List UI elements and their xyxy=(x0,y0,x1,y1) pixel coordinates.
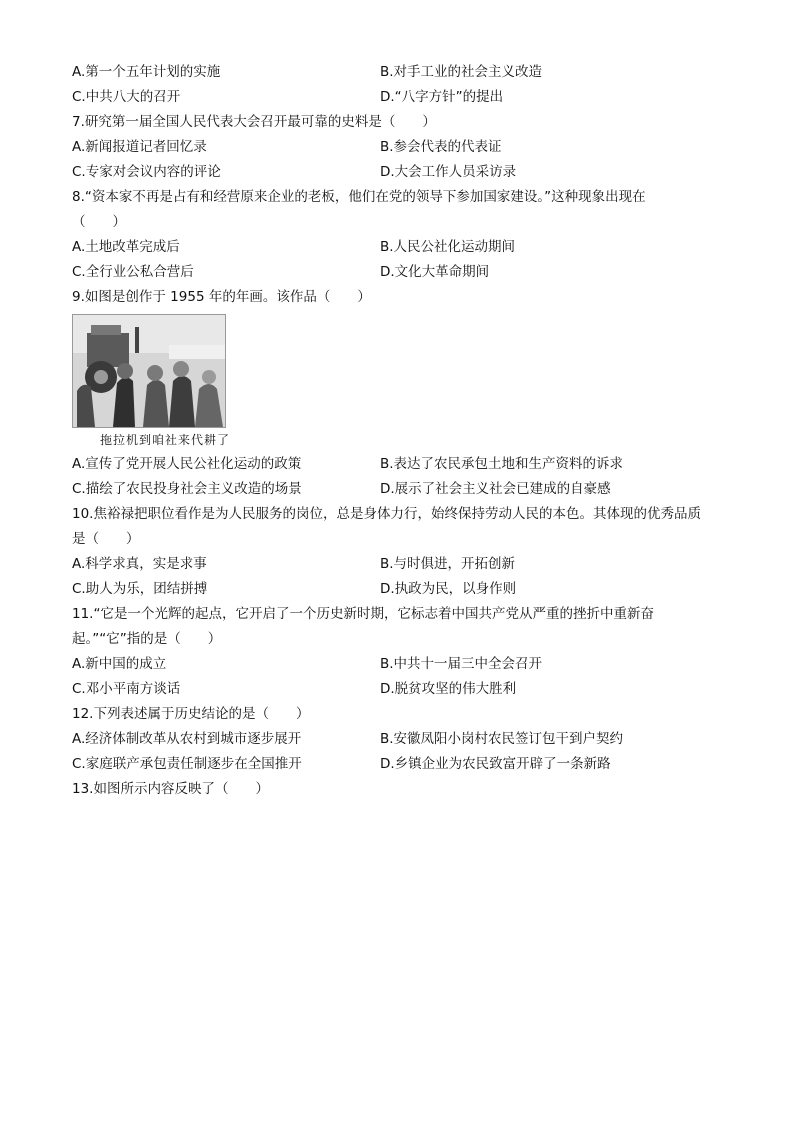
option-b: B.人民公社化运动期间 xyxy=(380,239,516,255)
question-8-stem: 8.“资本家不再是占有和经营原来企业的老板，他们在党的领导下参加国家建设。”这种现象出现在 xyxy=(72,189,646,205)
option-row xyxy=(72,552,722,577)
question-10-stem-cont: 是（ ） xyxy=(72,531,140,547)
option-row xyxy=(72,477,722,502)
option-row xyxy=(72,160,722,185)
option-b: B.安徽凤阳小岗村农民签订包干到户契约 xyxy=(380,731,624,747)
question-10-stem: 10.焦裕禄把职位看作是为人民服务的岗位，总是身体力行，始终保持劳动人民的本色。其体现的优秀品质 xyxy=(72,506,701,522)
option-c: C.专家对会议内容的评论 xyxy=(72,164,221,180)
option-row xyxy=(72,727,722,752)
option-a: A.第一个五年计划的实施 xyxy=(72,64,221,80)
option-a: A.经济体制改革从农村到城市逐步展开 xyxy=(72,731,302,747)
option-c: C.邓小平南方谈话 xyxy=(72,681,181,697)
option-b: B.中共十一届三中全会召开 xyxy=(380,656,543,672)
option-d: D.脱贫攻坚的伟大胜利 xyxy=(380,681,517,697)
question-11-stem-cont: 起。”“它”指的是（ ） xyxy=(72,631,222,647)
option-d: D.乡镇企业为农民致富开辟了一条新路 xyxy=(380,756,611,772)
option-row xyxy=(72,452,722,477)
question-12-stem: 12.下列表述属于历史结论的是（ ） xyxy=(72,706,310,722)
option-b: B.表达了农民承包土地和生产资料的诉求 xyxy=(380,456,624,472)
option-d: D.执政为民，以身作则 xyxy=(380,581,517,597)
option-d: D.文化大革命期间 xyxy=(380,264,490,280)
question-13-stem: 13.如图所示内容反映了（ ） xyxy=(72,781,269,797)
exam-page xyxy=(72,60,722,802)
option-a: A.新中国的成立 xyxy=(72,656,167,672)
option-row xyxy=(72,85,722,110)
question-9-stem: 9.如图是创作于 1955 年的年画。该作品（ ） xyxy=(72,289,371,305)
question-8-stem-cont: （ ） xyxy=(72,214,126,230)
option-b: B.与时俱进，开拓创新 xyxy=(380,556,516,572)
option-c: C.家庭联产承包责任制逐步在全国推开 xyxy=(72,756,302,772)
option-c: C.助人为乐，团结拼搏 xyxy=(72,581,208,597)
option-b: B.参会代表的代表证 xyxy=(380,139,502,155)
option-a: A.土地改革完成后 xyxy=(72,239,180,255)
option-row xyxy=(72,577,722,602)
option-d: D.大会工作人员采访录 xyxy=(380,164,517,180)
question-7-stem: 7.研究第一届全国人民代表大会召开最可靠的史料是（ ） xyxy=(72,114,436,130)
option-row xyxy=(72,652,722,677)
question-11-stem: 11.“它是一个光辉的起点，它开启了一个历史新时期，它标志着中国共产党从严重的挫折中重新奋 xyxy=(72,606,654,622)
option-row xyxy=(72,135,722,160)
new-year-painting-image xyxy=(72,314,226,428)
option-d: D.“八字方针”的提出 xyxy=(380,89,504,105)
option-row xyxy=(72,60,722,85)
option-a: A.新闻报道记者回忆录 xyxy=(72,139,207,155)
option-c: C.全行业公私合营后 xyxy=(72,264,194,280)
option-d: D.展示了社会主义社会已建成的自豪感 xyxy=(380,481,611,497)
painting-caption: 拖拉机到咱社来代耕了 xyxy=(100,433,231,447)
option-row xyxy=(72,752,722,777)
option-row xyxy=(72,235,722,260)
tractor-painting-illustration xyxy=(73,315,225,427)
option-c: C.描绘了农民投身社会主义改造的场景 xyxy=(72,481,302,497)
option-a: A.科学求真，实是求事 xyxy=(72,556,207,572)
option-b: B.对手工业的社会主义改造 xyxy=(380,64,543,80)
option-row xyxy=(72,260,722,285)
option-a: A.宣传了党开展人民公社化运动的政策 xyxy=(72,456,302,472)
option-c: C.中共八大的召开 xyxy=(72,89,181,105)
option-row xyxy=(72,677,722,702)
